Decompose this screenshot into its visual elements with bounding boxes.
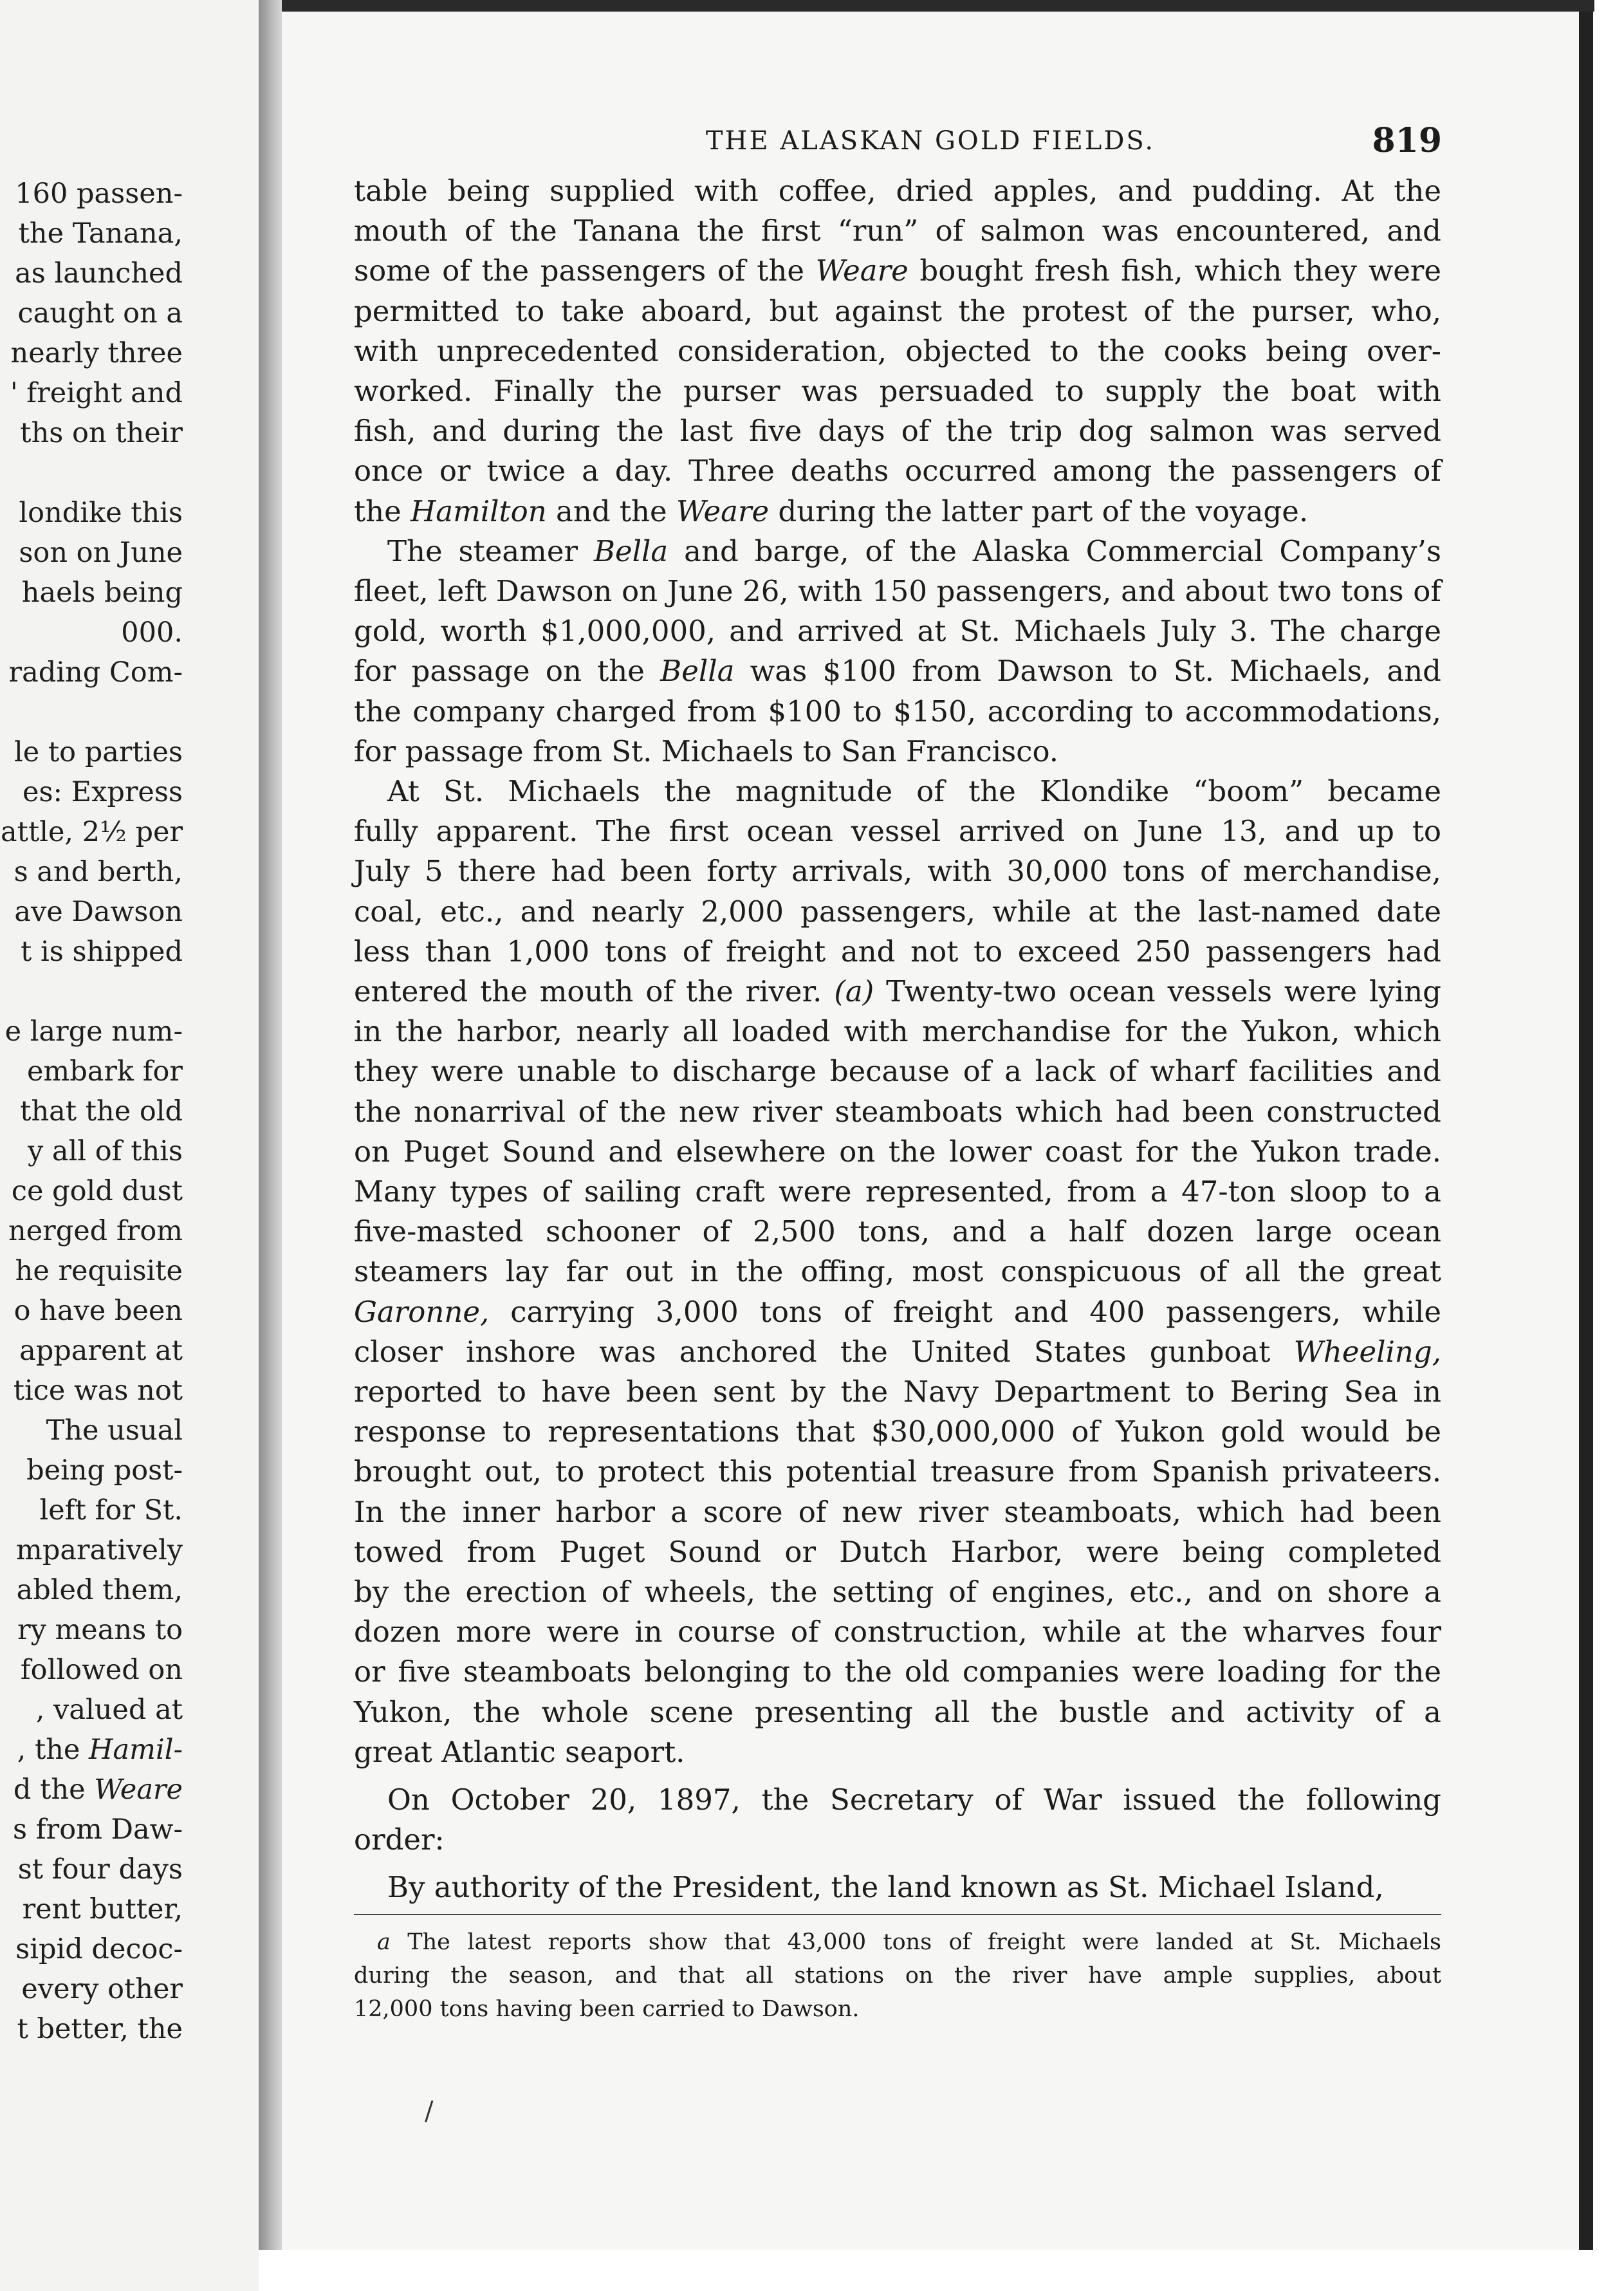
footnote-line: 12,000 tons having been carried to Dawson. bbox=[354, 1996, 860, 2022]
body-text-line: great Atlantic seaport. bbox=[354, 1734, 685, 1769]
left-page-line: 160 passen- bbox=[15, 178, 183, 210]
body-text-line: on Puget Sound and elsewhere on the lower coast for the Yukon trade. bbox=[354, 1134, 1441, 1169]
body-text-line: fish, and during the last five days of the trip dog salmon was served bbox=[354, 414, 1441, 449]
body-text-line: The steamer Bella and barge, of the Alaska Commercial Company’s bbox=[387, 533, 1441, 568]
left-page-line: t is shipped bbox=[21, 936, 183, 968]
left-page-line: st four days bbox=[17, 1853, 183, 1886]
page-top-edge bbox=[282, 0, 1594, 12]
left-page-line: d the Weare bbox=[13, 1774, 183, 1806]
right-page bbox=[282, 12, 1579, 2250]
body-text-line: gold, worth $1,000,000, and arrived at St. Michaels July 3. The charge bbox=[354, 614, 1441, 649]
body-text-line: towed from Puget Sound or Dutch Harbor, were being completed bbox=[354, 1534, 1441, 1569]
body-text-line: order: bbox=[354, 1823, 445, 1857]
left-page-line: ths on their bbox=[20, 417, 183, 449]
left-page-line: , valued at bbox=[35, 1694, 183, 1726]
left-page-line: o have been bbox=[14, 1295, 183, 1327]
body-text-line: or five steamboats belonging to the old companies were loading for the bbox=[354, 1655, 1441, 1689]
page-number: 819 bbox=[1372, 121, 1442, 160]
body-text-line: fully apparent. The first ocean vessel arrived on June 13, and up to bbox=[354, 814, 1441, 849]
body-text-line: for passage from St. Michaels to San Francisco. bbox=[354, 734, 1059, 768]
page-bottom-margin bbox=[259, 2250, 1593, 2291]
left-page-line: abled them, bbox=[16, 1574, 183, 1606]
left-page-line: s from Daw- bbox=[13, 1813, 183, 1846]
running-title: THE ALASKAN GOLD FIELDS. bbox=[705, 126, 1156, 156]
page-header bbox=[282, 121, 1579, 165]
body-text-line: reported to have been sent by the Navy Department to Bering Sea in bbox=[354, 1375, 1441, 1409]
left-page-line: that the old bbox=[20, 1095, 183, 1127]
body-text-line: the Hamilton and the Weare during the latter part of the voyage. bbox=[354, 494, 1309, 528]
left-page-line: nearly three bbox=[10, 337, 183, 369]
left-page-line: ave Dawson bbox=[14, 896, 183, 928]
body-text-line: entered the mouth of the river. (a) Twenty-two ocean vessels were lying bbox=[354, 974, 1441, 1008]
body-text-line: they were unable to discharge because of a lack of wharf facilities and bbox=[354, 1054, 1441, 1089]
body-text-line: by the erection of wheels, the setting of engines, etc., and on shore a bbox=[354, 1575, 1441, 1609]
left-page-line: mparatively bbox=[16, 1534, 183, 1566]
left-facing-page bbox=[0, 0, 259, 2291]
left-page-line: s and berth, bbox=[14, 856, 183, 888]
left-page-line: y all of this bbox=[27, 1135, 183, 1167]
footnote-line: during the season, and that all stations on the river have ample supplies, about bbox=[354, 1963, 1441, 1989]
body-text-line: At St. Michaels the magnitude of the Klondike “boom” became bbox=[387, 774, 1441, 808]
body-text-line: less than 1,000 tons of freight and not to exceed 250 passengers had bbox=[354, 934, 1441, 969]
body-text-line: the company charged from $100 to $150, according to accommodations, bbox=[354, 694, 1441, 728]
body-text-line: five-masted schooner of 2,500 tons, and a half dozen large ocean bbox=[354, 1214, 1441, 1249]
left-page-line: ce gold dust bbox=[11, 1175, 183, 1207]
left-page-line: e large num- bbox=[5, 1016, 183, 1048]
left-page-line: embark for bbox=[26, 1055, 183, 1088]
body-text-line: coal, etc., and nearly 2,000 passengers, while at the last-named date bbox=[354, 894, 1441, 929]
body-text-line: for passage on the Bella was $100 from Dawson to St. Michaels, and bbox=[354, 654, 1441, 689]
left-page-line: every other bbox=[21, 1973, 183, 2005]
body-text-line: Yukon, the whole scene presenting all the bustle and activity of a bbox=[354, 1694, 1441, 1729]
left-page-line: as launched bbox=[15, 257, 183, 290]
left-page-line: caught on a bbox=[17, 297, 183, 329]
left-page-line: , the Hamil- bbox=[17, 1734, 183, 1766]
page-right-edge bbox=[1579, 12, 1593, 2250]
body-text-line: worked. Finally the purser was persuaded to supply the boat with bbox=[354, 374, 1441, 408]
body-text-line: permitted to take aboard, but against the protest of the purser, who, bbox=[354, 293, 1441, 328]
left-page-line: son on June bbox=[19, 537, 183, 569]
left-page-line: le to parties bbox=[14, 736, 183, 768]
body-text-line: dozen more were in course of construction, while at the wharves four bbox=[354, 1615, 1441, 1649]
footnote-rule bbox=[354, 1914, 1441, 1915]
body-text-line: By authority of the President, the land known as St. Michael Island, bbox=[387, 1870, 1384, 1905]
body-text-line: Garonne, carrying 3,000 tons of freight and 400 passengers, while bbox=[354, 1294, 1441, 1329]
left-page-line: t better, the bbox=[17, 2013, 183, 2045]
left-page-line: being post- bbox=[26, 1454, 183, 1487]
left-page-line: haels being bbox=[21, 577, 183, 609]
left-page-line: londike this bbox=[19, 497, 183, 529]
body-text-line: fleet, left Dawson on June 26, with 150 passengers, and about two tons of bbox=[354, 574, 1441, 608]
left-page-line: followed on bbox=[20, 1654, 183, 1686]
left-page-line: attle, 2½ per bbox=[1, 816, 183, 848]
body-text-line: brought out, to protect this potential treasure from Spanish privateers. bbox=[354, 1454, 1441, 1489]
left-page-line: nerged from bbox=[8, 1215, 183, 1247]
left-page-line: he requisite bbox=[15, 1255, 183, 1287]
ink-speck: / bbox=[425, 2097, 434, 2126]
body-text-line: response to representations that $30,000,000 of Yukon gold would be bbox=[354, 1414, 1441, 1449]
body-text-line: with unprecedented consideration, objected to the cooks being over- bbox=[354, 333, 1441, 368]
left-page-line: the Tanana, bbox=[18, 218, 183, 250]
left-page-line: es: Express bbox=[23, 776, 183, 808]
body-text-line: some of the passengers of the Weare bought fresh fish, which they were bbox=[354, 254, 1441, 288]
body-text-line: In the inner harbor a score of new river steamboats, which had been bbox=[354, 1494, 1441, 1529]
body-text-line: once or twice a day. Three deaths occurred among the passengers of bbox=[354, 454, 1441, 488]
left-page-line: The usual bbox=[46, 1414, 183, 1447]
left-page-line: ' freight and bbox=[10, 377, 183, 409]
left-page-line: rent butter, bbox=[22, 1893, 183, 1925]
left-page-line: 000. bbox=[121, 617, 183, 649]
body-text-line: Many types of sailing craft were represented, from a 47-ton sloop to a bbox=[354, 1174, 1441, 1209]
body-text-line: steamers lay far out in the offing, most conspicuous of all the great bbox=[354, 1254, 1441, 1289]
book-gutter bbox=[259, 0, 282, 2252]
body-text-line: On October 20, 1897, the Secretary of War issued the following bbox=[387, 1783, 1441, 1817]
left-page-line: sipid decoc- bbox=[15, 1933, 183, 1965]
left-page-line: ry means to bbox=[17, 1614, 183, 1646]
left-page-line: apparent at bbox=[19, 1335, 183, 1367]
body-text-line: in the harbor, nearly all loaded with merchandise for the Yukon, which bbox=[354, 1014, 1441, 1049]
body-text-line: mouth of the Tanana the first “run” of salmon was encountered, and bbox=[354, 214, 1441, 248]
body-text-line: table being supplied with coffee, dried apples, and pudding. At the bbox=[354, 174, 1441, 208]
left-page-line: tice was not bbox=[13, 1375, 183, 1407]
footnote-line: a The latest reports show that 43,000 tons of freight were landed at St. Michaels bbox=[377, 1929, 1441, 1955]
left-page-line: left for St. bbox=[39, 1494, 183, 1526]
body-text-line: the nonarrival of the new river steamboats which had been constructed bbox=[354, 1094, 1441, 1129]
body-text-line: closer inshore was anchored the United States gunboat Wheeling, bbox=[354, 1334, 1441, 1369]
body-text-line: July 5 there had been forty arrivals, with 30,000 tons of merchandise, bbox=[354, 854, 1441, 889]
left-page-line: rading Com- bbox=[8, 656, 183, 689]
